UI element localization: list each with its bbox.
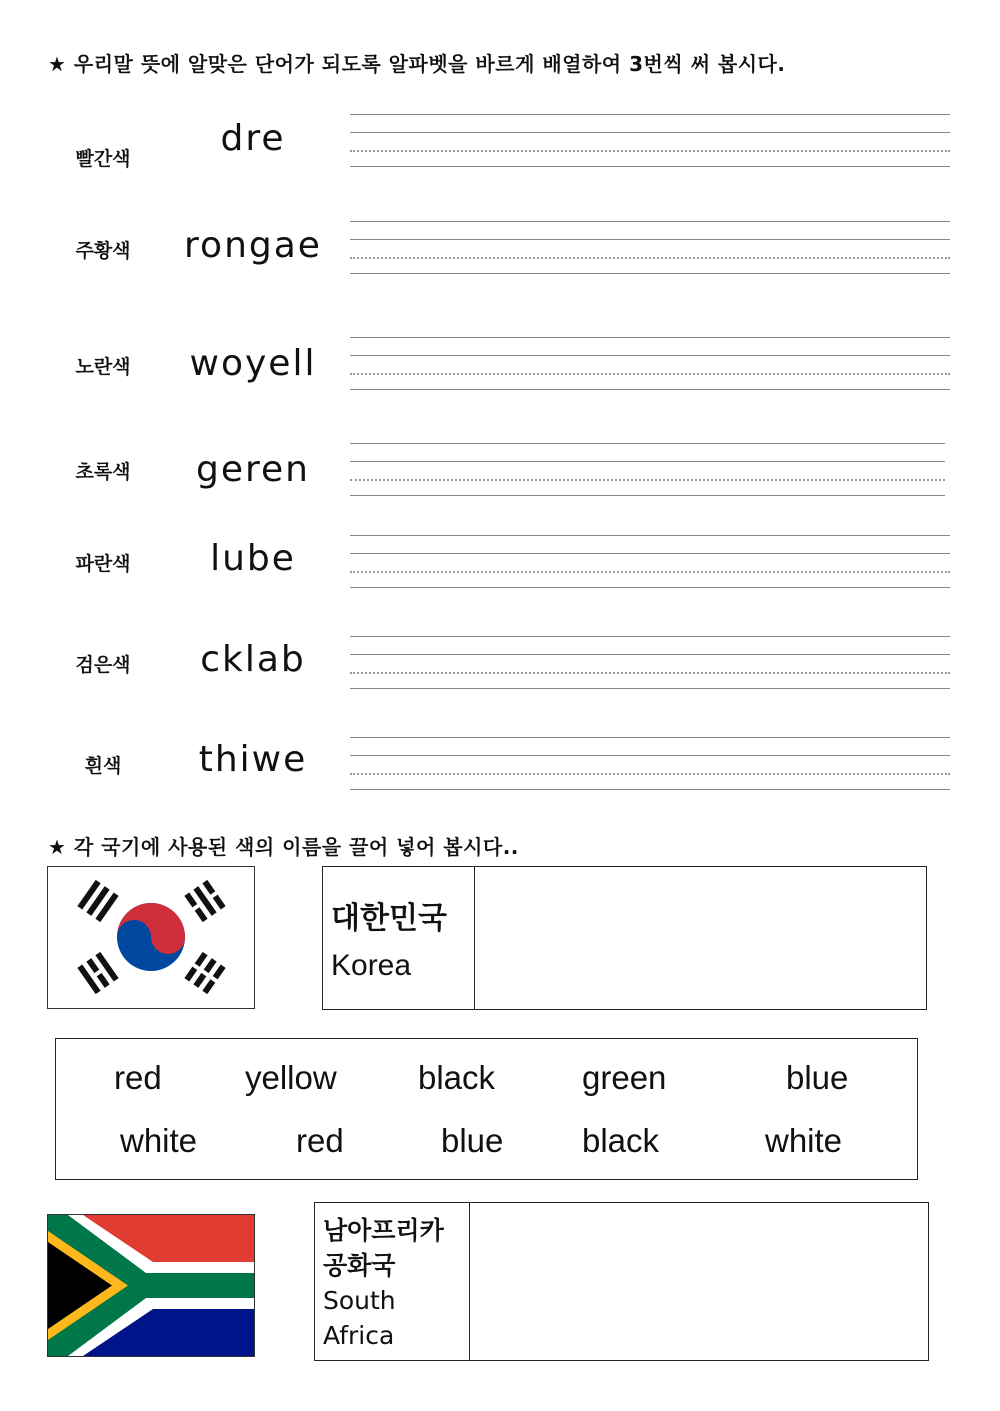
korea-drop-zone[interactable] <box>476 867 926 1009</box>
korea-box-divider <box>474 867 475 1009</box>
scrambled-word-yellow: woyell <box>189 343 317 384</box>
word-bank-item[interactable]: yellow <box>245 1059 337 1096</box>
scrambled-word-black: cklab <box>200 639 306 680</box>
korea-name-ko: 대한민국 <box>331 901 447 936</box>
scrambled-word-white: thiwe <box>198 739 308 780</box>
writing-lines-7[interactable] <box>350 737 950 793</box>
section2-title: ★ 각 국기에 사용된 색의 이름을 끌어 넣어 봅시다.. <box>48 835 519 859</box>
scrambled-word-green: geren <box>196 449 310 490</box>
korean-label-orange: 주황색 <box>75 240 131 262</box>
writing-lines-5[interactable] <box>350 535 950 591</box>
scrambled-word-orange: rongae <box>184 225 322 266</box>
scrambled-word-blue: lube <box>210 538 296 579</box>
south-africa-answer-box <box>314 1202 929 1361</box>
south-africa-name-en-2: Africa <box>323 1321 395 1350</box>
korean-label-green: 초록색 <box>75 461 131 483</box>
south-africa-flag-icon <box>48 1215 254 1356</box>
korean-label-red: 빨간색 <box>75 148 131 170</box>
word-bank-item[interactable]: red <box>296 1122 344 1159</box>
korea-flag-icon <box>48 867 253 1007</box>
word-bank-item[interactable]: black <box>418 1059 496 1096</box>
south-africa-name-en-1: South <box>323 1286 396 1315</box>
word-bank-item[interactable]: green <box>582 1059 667 1096</box>
korea-flag <box>47 866 255 1009</box>
korean-label-yellow: 노란색 <box>75 356 131 378</box>
south-africa-name-ko-1: 남아프리카 <box>323 1216 444 1245</box>
writing-lines-4[interactable] <box>350 443 945 499</box>
word-bank <box>55 1038 918 1180</box>
word-bank-item[interactable]: blue <box>441 1122 504 1159</box>
korean-label-black: 검은색 <box>75 654 131 676</box>
word-bank-item[interactable]: white <box>120 1122 198 1159</box>
south-africa-drop-zone[interactable] <box>471 1203 928 1360</box>
word-bank-item[interactable]: white <box>765 1122 843 1159</box>
south-africa-flag <box>47 1214 255 1357</box>
south-africa-name-ko-2: 공화국 <box>323 1251 396 1280</box>
word-bank-item[interactable]: red <box>114 1059 162 1096</box>
korea-answer-box <box>322 866 927 1010</box>
word-bank-item[interactable]: black <box>582 1122 660 1159</box>
writing-lines-1[interactable] <box>350 114 950 170</box>
writing-lines-6[interactable] <box>350 636 950 692</box>
south-africa-box-divider <box>469 1203 470 1360</box>
section1-title: ★ 우리말 뜻에 알맞은 단어가 되도록 알파벳을 바르게 배열하여 3번씩 써 봅시다. <box>48 52 786 76</box>
scrambled-word-red: dre <box>220 118 286 159</box>
word-bank-item[interactable]: blue <box>786 1059 849 1096</box>
south-africa-name <box>323 1213 444 1353</box>
writing-lines-3[interactable] <box>350 337 950 393</box>
korea-name-en: Korea <box>331 949 412 982</box>
writing-lines-2[interactable] <box>350 221 950 277</box>
korean-label-white: 흰색 <box>84 755 122 777</box>
korean-label-blue: 파란색 <box>75 553 131 575</box>
